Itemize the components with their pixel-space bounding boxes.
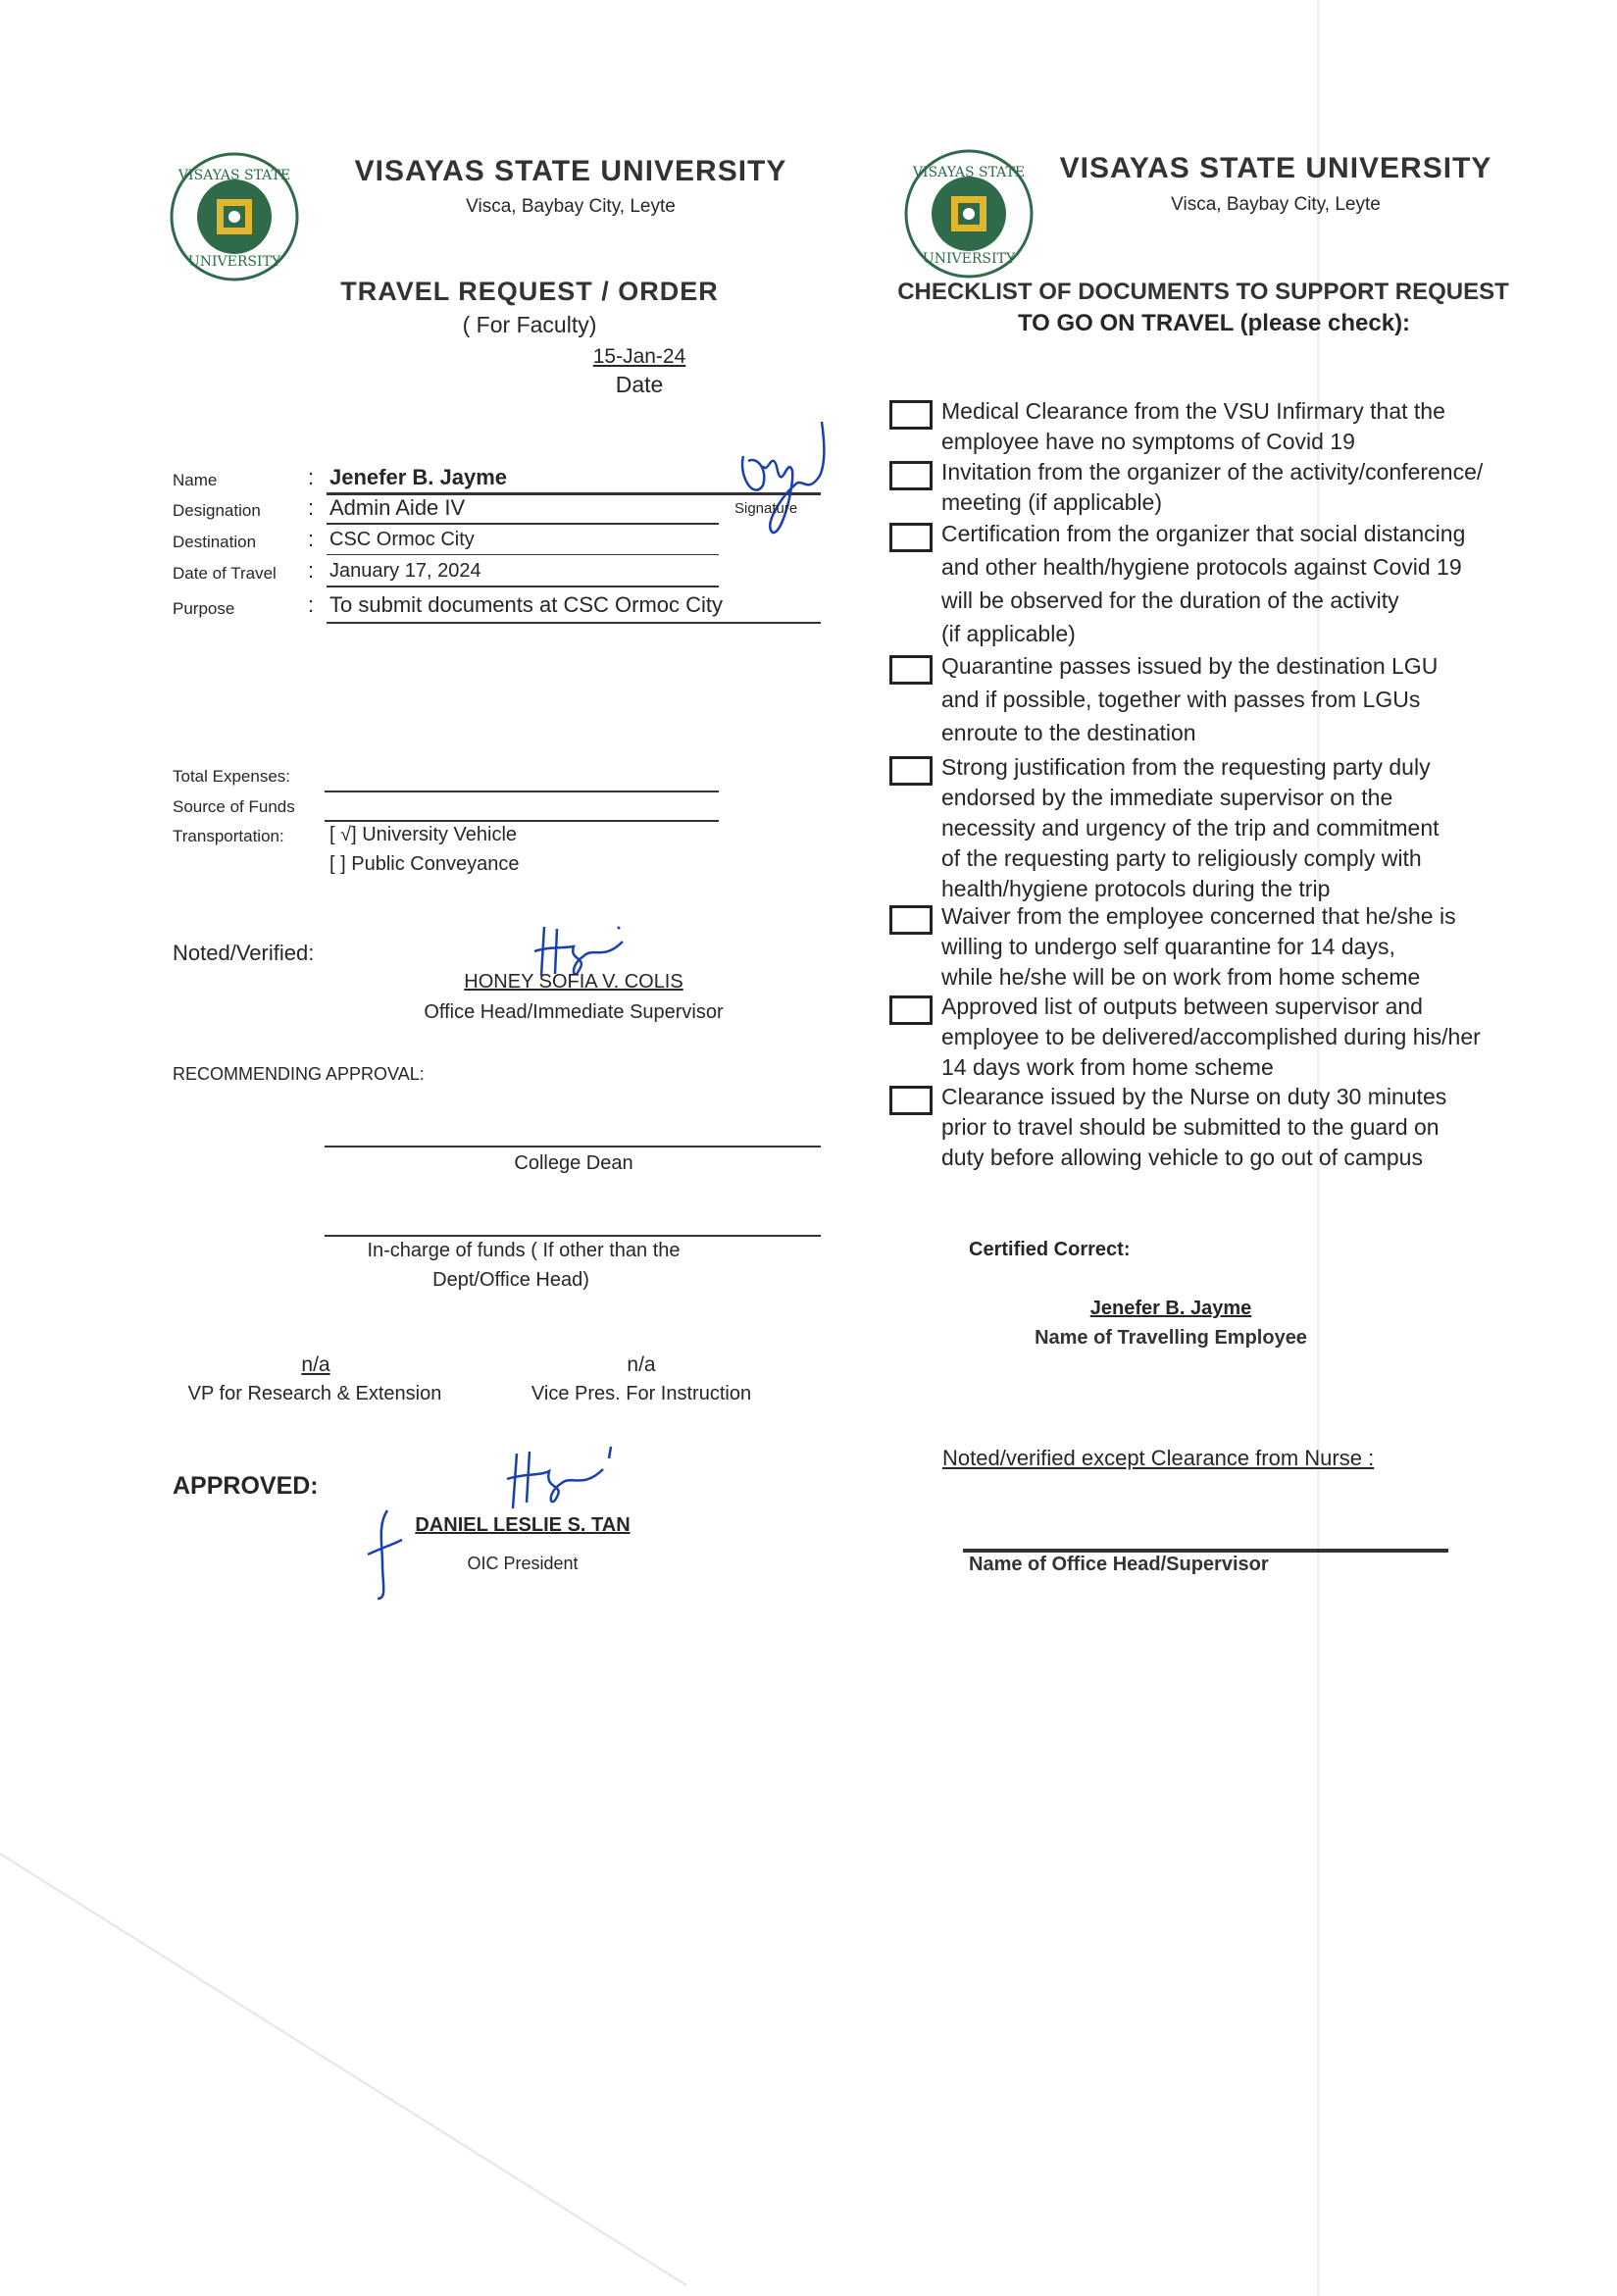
checklist-item-text: of the requesting party to religiously comply with (941, 845, 1422, 871)
incharge-funds-label-1: In-charge of funds ( If other than the (367, 1240, 681, 1261)
designation-label: Designation (173, 501, 261, 520)
colon: : (308, 558, 315, 583)
form-title: TRAVEL REQUEST / ORDER (340, 277, 719, 306)
approver-title: OIC President (467, 1554, 579, 1573)
checklist-item-text: employee to be delivered/accomplished during his/her (941, 1024, 1481, 1049)
checklist-item-text: will be observed for the duration of the activity (941, 587, 1399, 613)
university-address: Visca, Baybay City, Leyte (466, 196, 676, 217)
source-of-funds-label: Source of Funds (173, 797, 295, 816)
date-of-travel-label: Date of Travel (173, 564, 277, 583)
svg-text:UNIVERSITY: UNIVERSITY (187, 254, 281, 270)
incharge-funds-label-2: Dept/Office Head) (432, 1269, 589, 1291)
svg-text:VISAYAS STATE: VISAYAS STATE (177, 168, 291, 183)
checklist-checkbox[interactable] (889, 995, 933, 1025)
paper-crease (0, 1844, 686, 2295)
checklist-checkbox[interactable] (889, 905, 933, 935)
form-subtitle: ( For Faculty) (462, 312, 597, 337)
noted-name: HONEY SOFIA V. COLIS (464, 971, 683, 993)
checklist-item-text: necessity and urgency of the trip and commitment (941, 815, 1440, 841)
approved-label: APPROVED: (173, 1472, 319, 1500)
university-name: VISAYAS STATE UNIVERSITY (1059, 152, 1492, 184)
noted-verified-label: Noted/Verified: (173, 941, 315, 965)
university-address: Visca, Baybay City, Leyte (1171, 194, 1381, 215)
svg-text:VISAYAS STATE: VISAYAS STATE (912, 165, 1026, 180)
checklist-item-text: meeting (if applicable) (941, 489, 1163, 515)
checklist-item-text: Medical Clearance from the VSU Infirmary that the (941, 398, 1445, 424)
checklist-item-text: willing to undergo self quarantine for 14 days, (941, 934, 1395, 959)
checklist-checkbox[interactable] (889, 523, 933, 552)
checklist-item-text: and other health/hygiene protocols against Covid 19 (941, 554, 1462, 580)
transport-public-conveyance: [ ] Public Conveyance (329, 853, 520, 875)
vp-instruction-value: n/a (627, 1353, 656, 1376)
checklist-item-text: Approved list of outputs between supervisor and (941, 994, 1423, 1019)
university-name: VISAYAS STATE UNIVERSITY (354, 155, 787, 187)
checklist-item-text: Quarantine passes issued by the destination LGU (941, 653, 1439, 679)
form-date-value: 15-Jan-24 (592, 345, 686, 368)
noted-title: Office Head/Immediate Supervisor (424, 1001, 724, 1023)
date-of-travel-value: January 17, 2024 (329, 560, 481, 582)
approver-initial (363, 1505, 412, 1604)
checklist-item-text: employee have no symptoms of Covid 19 (941, 429, 1355, 454)
office-head-label: Name of Office Head/Supervisor (969, 1554, 1269, 1575)
university-seal-logo (902, 147, 1036, 281)
designation-underline (327, 523, 719, 525)
destination-underline (327, 554, 719, 555)
transport-university-vehicle: [ √] University Vehicle (329, 824, 518, 845)
purpose-value: To submit documents at CSC Ormoc City (329, 592, 724, 617)
colon: : (308, 495, 315, 520)
approver-name: DANIEL LESLIE S. TAN (415, 1514, 631, 1536)
checklist-item-text: enroute to the destination (941, 720, 1196, 745)
total-expenses-label: Total Expenses: (173, 767, 291, 786)
checklist-item-text: duty before allowing vehicle to go out of campus (941, 1145, 1423, 1170)
checklist-item-text: and if possible, together with passes from LGUs (941, 687, 1421, 712)
checklist-checkbox[interactable] (889, 1086, 933, 1115)
transportation-label: Transportation: (173, 827, 284, 845)
checklist-item-text: Strong justification from the requesting party duly (941, 754, 1431, 780)
checklist-item-text: prior to travel should be submitted to the guard on (941, 1114, 1440, 1140)
approver-signature (505, 1442, 623, 1520)
checklist-checkbox[interactable] (889, 655, 933, 685)
incharge-funds-line (325, 1235, 821, 1237)
travelling-employee-label: Name of Travelling Employee (1035, 1327, 1307, 1349)
checklist-item-text: Clearance issued by the Nurse on duty 30 minutes (941, 1084, 1447, 1109)
checklist-item-text: while he/she will be on work from home scheme (941, 964, 1421, 990)
traveler-signature (733, 417, 832, 544)
university-seal-logo (168, 150, 301, 283)
checklist-item-text: Certification from the organizer that social distancing (941, 521, 1466, 546)
checklist-title: CHECKLIST OF DOCUMENTS TO SUPPORT REQUEST (897, 279, 1509, 305)
checklist-item-text: Waiver from the employee concerned that he/she is (941, 903, 1456, 929)
form-date-label: Date (615, 372, 664, 397)
checklist-item-text: Invitation from the organizer of the activity/conference/ (941, 459, 1484, 485)
vp-research-value: n/a (301, 1353, 330, 1376)
colon: : (308, 592, 315, 617)
name-label: Name (173, 471, 218, 489)
checklist-checkbox[interactable] (889, 756, 933, 786)
certified-correct-label: Certified Correct: (969, 1239, 1131, 1260)
signature-label: Signature (734, 500, 798, 517)
travelling-employee-name: Jenefer B. Jayme (1089, 1298, 1252, 1319)
colon: : (308, 465, 315, 489)
destination-value: CSC Ormoc City (329, 529, 475, 550)
total-expenses-line (325, 791, 719, 792)
checklist-item-text: endorsed by the immediate supervisor on the (941, 785, 1393, 810)
colon: : (308, 527, 315, 551)
destination-label: Destination (173, 533, 257, 551)
college-dean-line (325, 1146, 821, 1148)
recommending-approval-label: RECOMMENDING APPROVAL: (173, 1064, 425, 1084)
checklist-item-text: health/hygiene protocols during the trip (941, 876, 1331, 901)
checklist-checkbox[interactable] (889, 461, 933, 490)
purpose-underline (327, 622, 821, 624)
date-of-travel-underline (327, 586, 719, 587)
name-value: Jenefer B. Jayme (329, 465, 507, 489)
checklist-item-text: 14 days work from home scheme (941, 1054, 1274, 1080)
checklist-item-text: (if applicable) (941, 621, 1076, 646)
office-head-line (963, 1549, 1448, 1553)
svg-text:UNIVERSITY: UNIVERSITY (922, 251, 1016, 267)
checklist-checkbox[interactable] (889, 400, 933, 430)
designation-value: Admin Aide IV (329, 495, 466, 520)
vp-research-label: VP for Research & Extension (187, 1383, 442, 1404)
purpose-label: Purpose (173, 599, 235, 618)
source-of-funds-line (325, 820, 719, 822)
noted-except-nurse-label: Noted/verified except Clearance from Nurse : (942, 1446, 1375, 1470)
vp-instruction-label: Vice Pres. For Instruction (531, 1383, 752, 1404)
checklist-subtitle: TO GO ON TRAVEL (please check): (1017, 310, 1411, 336)
college-dean-label: College Dean (514, 1152, 633, 1174)
